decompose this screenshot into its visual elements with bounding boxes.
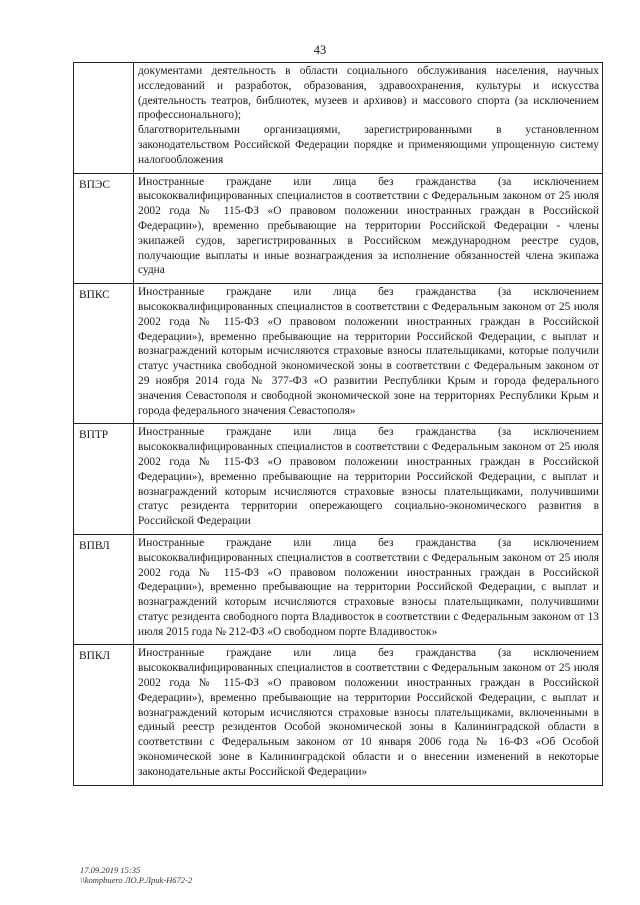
row-description-cell xyxy=(134,645,603,785)
table-row xyxy=(74,534,603,645)
description-paragraph: Иностранные граждане или лица без гражданства (за исключением высококвалифицированных специалистов в соответствии с Федеральным законом от 25 июля 2002 года № 115-ФЗ «О правовом положении иностранных граждан в Российской Федерации»), временно пребывающие на территории Российской Федерации, с выплат и вознаграждений которым исчисляются страховые взносы плательщиками, включенными в единый реестр резидентов Особой экономической зоны в Калининградской области в соответствии с Федеральным законом от 10 января 2006 года № 16-ФЗ «Об Особой экономической зоне в Калининградской области и о внесении изменений в некоторые законодательные акты Российской Федерации» xyxy=(138,647,599,778)
codes-table xyxy=(73,62,603,786)
row-description-cell xyxy=(134,534,603,645)
description-paragraph: Иностранные граждане или лица без гражданства (за исключением высококвалифицированных специалистов в соответствии с Федеральным законом от 25 июля 2002 года № 115-ФЗ «О правовом положении иностранных граждан в Российской Федерации»), временно пребывающие на территории Российской Федерации - члены экипажей судов, зарегистрированных в Российском международном реестре судов, получающие выплаты и иные вознаграждения за исполнение обязанностей члена экипажа судна xyxy=(138,175,599,277)
description-paragraph: Иностранные граждане или лица без гражданства (за исключением высококвалифицированных специалистов в соответствии с Федеральным законом от 25 июля 2002 года № 115-ФЗ «О правовом положении иностранных граждан в Российской Федерации»), временно пребывающие на территории Российской Федерации, с выплат и вознаграждений которым исчисляются страховые взносы плательщиками, получившими статус резидента территории опережающего социально-экономического развития в Российской Федерации xyxy=(138,426,599,528)
table-row xyxy=(74,645,603,785)
row-description-cell xyxy=(134,284,603,424)
footer-timestamp: 17.09.2019 15:35 xyxy=(80,865,141,875)
table-row xyxy=(74,173,603,284)
footer-file-path: \\kompbuero ЛО.Р.Лриk-Н672-2 xyxy=(80,875,193,885)
row-code-cell: ВПКЛ xyxy=(74,645,134,785)
description-paragraph: благотворительными организациями, зарегистрированными в установленном законодательством Российской Федерации порядке и применяющими упрощенную систему налогообложения xyxy=(138,124,599,166)
codes-table-body xyxy=(74,63,603,786)
table-row xyxy=(74,284,603,424)
row-code-cell: ВПВЛ xyxy=(74,534,134,645)
row-code-cell xyxy=(74,63,134,174)
row-description-cell xyxy=(134,173,603,284)
row-description-cell xyxy=(134,63,603,174)
row-code-cell: ВПКС xyxy=(74,284,134,424)
description-paragraph: документами деятельность в области социального обслуживания населения, научных исследований и разработок, образования, здравоохранения, культуры и искусства (деятельность театров, библиотек, музеев и архивов) и массового спорта (за исключением профессионального); xyxy=(138,65,599,122)
row-description-cell xyxy=(134,424,603,535)
page-number: 43 xyxy=(313,43,327,57)
table-row xyxy=(74,63,603,174)
footer-stamp xyxy=(80,865,192,885)
row-code-cell: ВПЭС xyxy=(74,173,134,284)
table-row xyxy=(74,424,603,535)
description-paragraph: Иностранные граждане или лица без гражданства (за исключением высококвалифицированных специалистов в соответствии с Федеральным законом от 25 июля 2002 года № 115-ФЗ «О правовом положении иностранных граждан в Российской Федерации»), временно пребывающие на территории Российской Федерации, с выплат и вознаграждений которым исчисляются страховые взносы плательщиками, получившими статус резидента свободного порта Владивосток в соответствии с Федеральным законом от 13 июля 2015 года № 212-ФЗ «О свободном порте Владивосток» xyxy=(138,536,599,638)
description-paragraph: Иностранные граждане или лица без гражданства (за исключением высококвалифицированных специалистов в соответствии с Федеральным законом от 25 июля 2002 года № 115-ФЗ «О правовом положении иностранных граждан в Российской Федерации»), временно пребывающие на территории Российской Федерации, с выплат и вознаграждений которым исчисляются страховые взносы плательщиками, которые получили статус участника свободной экономической зоны в соответствии с Федеральным законом от 29 ноября 2014 года № 377-ФЗ «О развитии Республики Крым и города федерального значения Севастополя и свободной экономической зоне на территориях Республики Крым и города федерального значения Севастополя» xyxy=(138,286,599,417)
row-code-cell: ВПТР xyxy=(74,424,134,535)
